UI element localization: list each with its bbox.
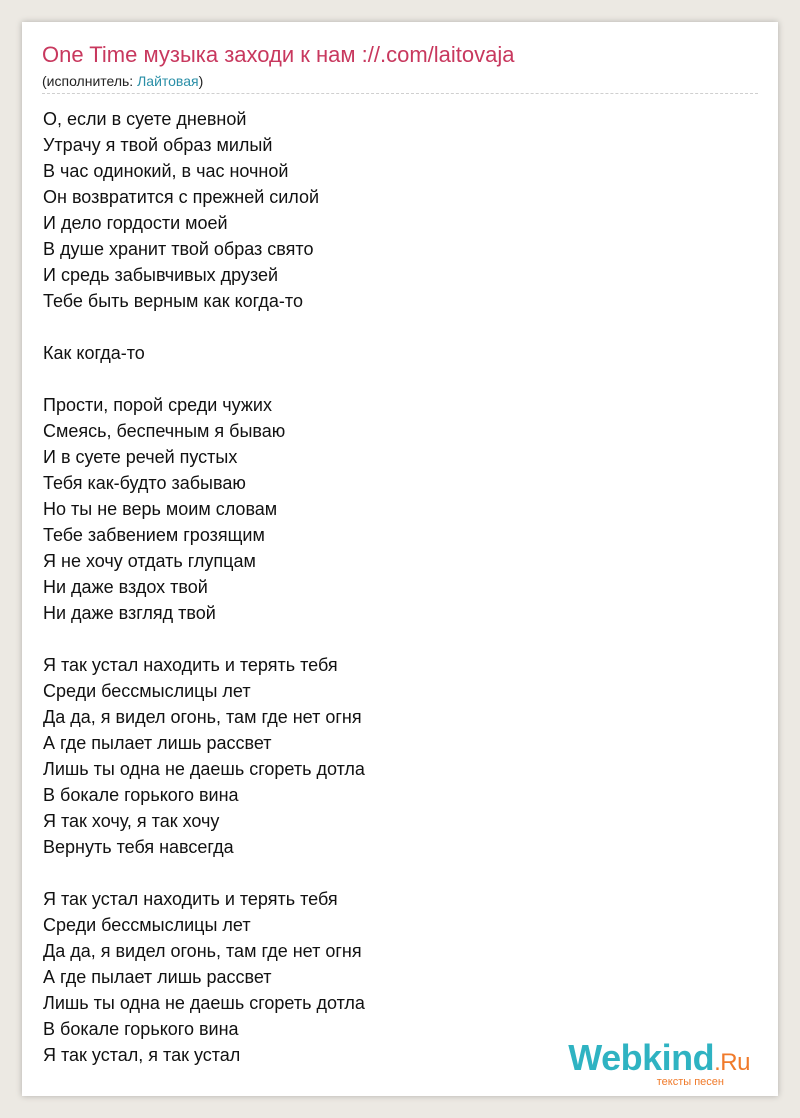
lyrics-stanza (43, 340, 365, 366)
lyric-line: Ни даже взгляд твой (43, 603, 216, 623)
lyric-line: Я так устал находить и терять тебя (43, 889, 338, 909)
lyric-line: В бокале горького вина (43, 1019, 239, 1039)
lyric-line: Он возвратится с прежней силой (43, 187, 320, 207)
lyric-line: И дело гордости моей (43, 213, 228, 233)
artist-line (42, 73, 203, 89)
artist-link[interactable]: Лайтовая (137, 73, 199, 89)
lyric-line: Лишь ты одна не даешь сгореть дотла (43, 993, 365, 1013)
lyric-line: А где пылает лишь рассвет (43, 967, 272, 987)
lyric-line: Да да, я видел огонь, там где нет огня (43, 707, 362, 727)
webkind-logo (568, 1039, 750, 1088)
lyric-line: Ни даже вздох твой (43, 577, 208, 597)
lyric-line: В бокале горького вина (43, 785, 239, 805)
lyrics-stanza (43, 392, 365, 626)
lyrics-stanza (43, 106, 365, 314)
lyric-line: Прости, порой среди чужих (43, 395, 272, 415)
lyric-line: Я так хочу, я так хочу (43, 811, 220, 831)
lyric-line: В час одинокий, в час ночной (43, 161, 289, 181)
lyric-line: Я так устал находить и терять тебя (43, 655, 338, 675)
artist-prefix: (исполнитель: (42, 73, 138, 89)
lyric-line: Среди бессмыслицы лет (43, 915, 251, 935)
artist-suffix: ) (198, 73, 204, 89)
lyric-line: А где пылает лишь рассвет (43, 733, 272, 753)
lyrics-body (43, 106, 365, 1094)
lyric-line: Я так устал, я так устал (43, 1045, 241, 1065)
lyrics-stanza (43, 886, 365, 1068)
lyric-line: О, если в суете дневной (43, 109, 247, 129)
lyric-line: Тебя как-будто забываю (43, 473, 246, 493)
logo-tagline: тексты песен (656, 1076, 724, 1088)
lyric-line: В душе хранит твой образ свято (43, 239, 314, 259)
lyric-line: Вернуть тебя навсегда (43, 837, 234, 857)
lyrics-page (22, 22, 778, 1096)
header-divider (42, 93, 758, 94)
lyric-line: Лишь ты одна не даешь сгореть дотла (43, 759, 365, 779)
song-title: One Time музыка заходи к нам ://.com/laitovaja (42, 42, 515, 67)
logo-tld: .Ru (714, 1049, 750, 1076)
lyric-line: Как когда-то (43, 343, 145, 363)
lyric-line: Тебе быть верным как когда-то (43, 291, 303, 311)
lyric-line: И средь забывчивых друзей (43, 265, 279, 285)
lyric-line: Среди бессмыслицы лет (43, 681, 251, 701)
lyric-line: Утрачу я твой образ милый (43, 135, 273, 155)
lyric-line: И в суете речей пустых (43, 447, 238, 467)
logo-brand: Webkind (568, 1037, 715, 1078)
lyric-line: Да да, я видел огонь, там где нет огня (43, 941, 362, 961)
lyric-line: Тебе забвением грозящим (43, 525, 265, 545)
lyric-line: Но ты не верь моим словам (43, 499, 278, 519)
lyrics-stanza (43, 652, 365, 860)
lyric-line: Я не хочу отдать глупцам (43, 551, 256, 571)
lyric-line: Смеясь, беспечным я бываю (43, 421, 286, 441)
